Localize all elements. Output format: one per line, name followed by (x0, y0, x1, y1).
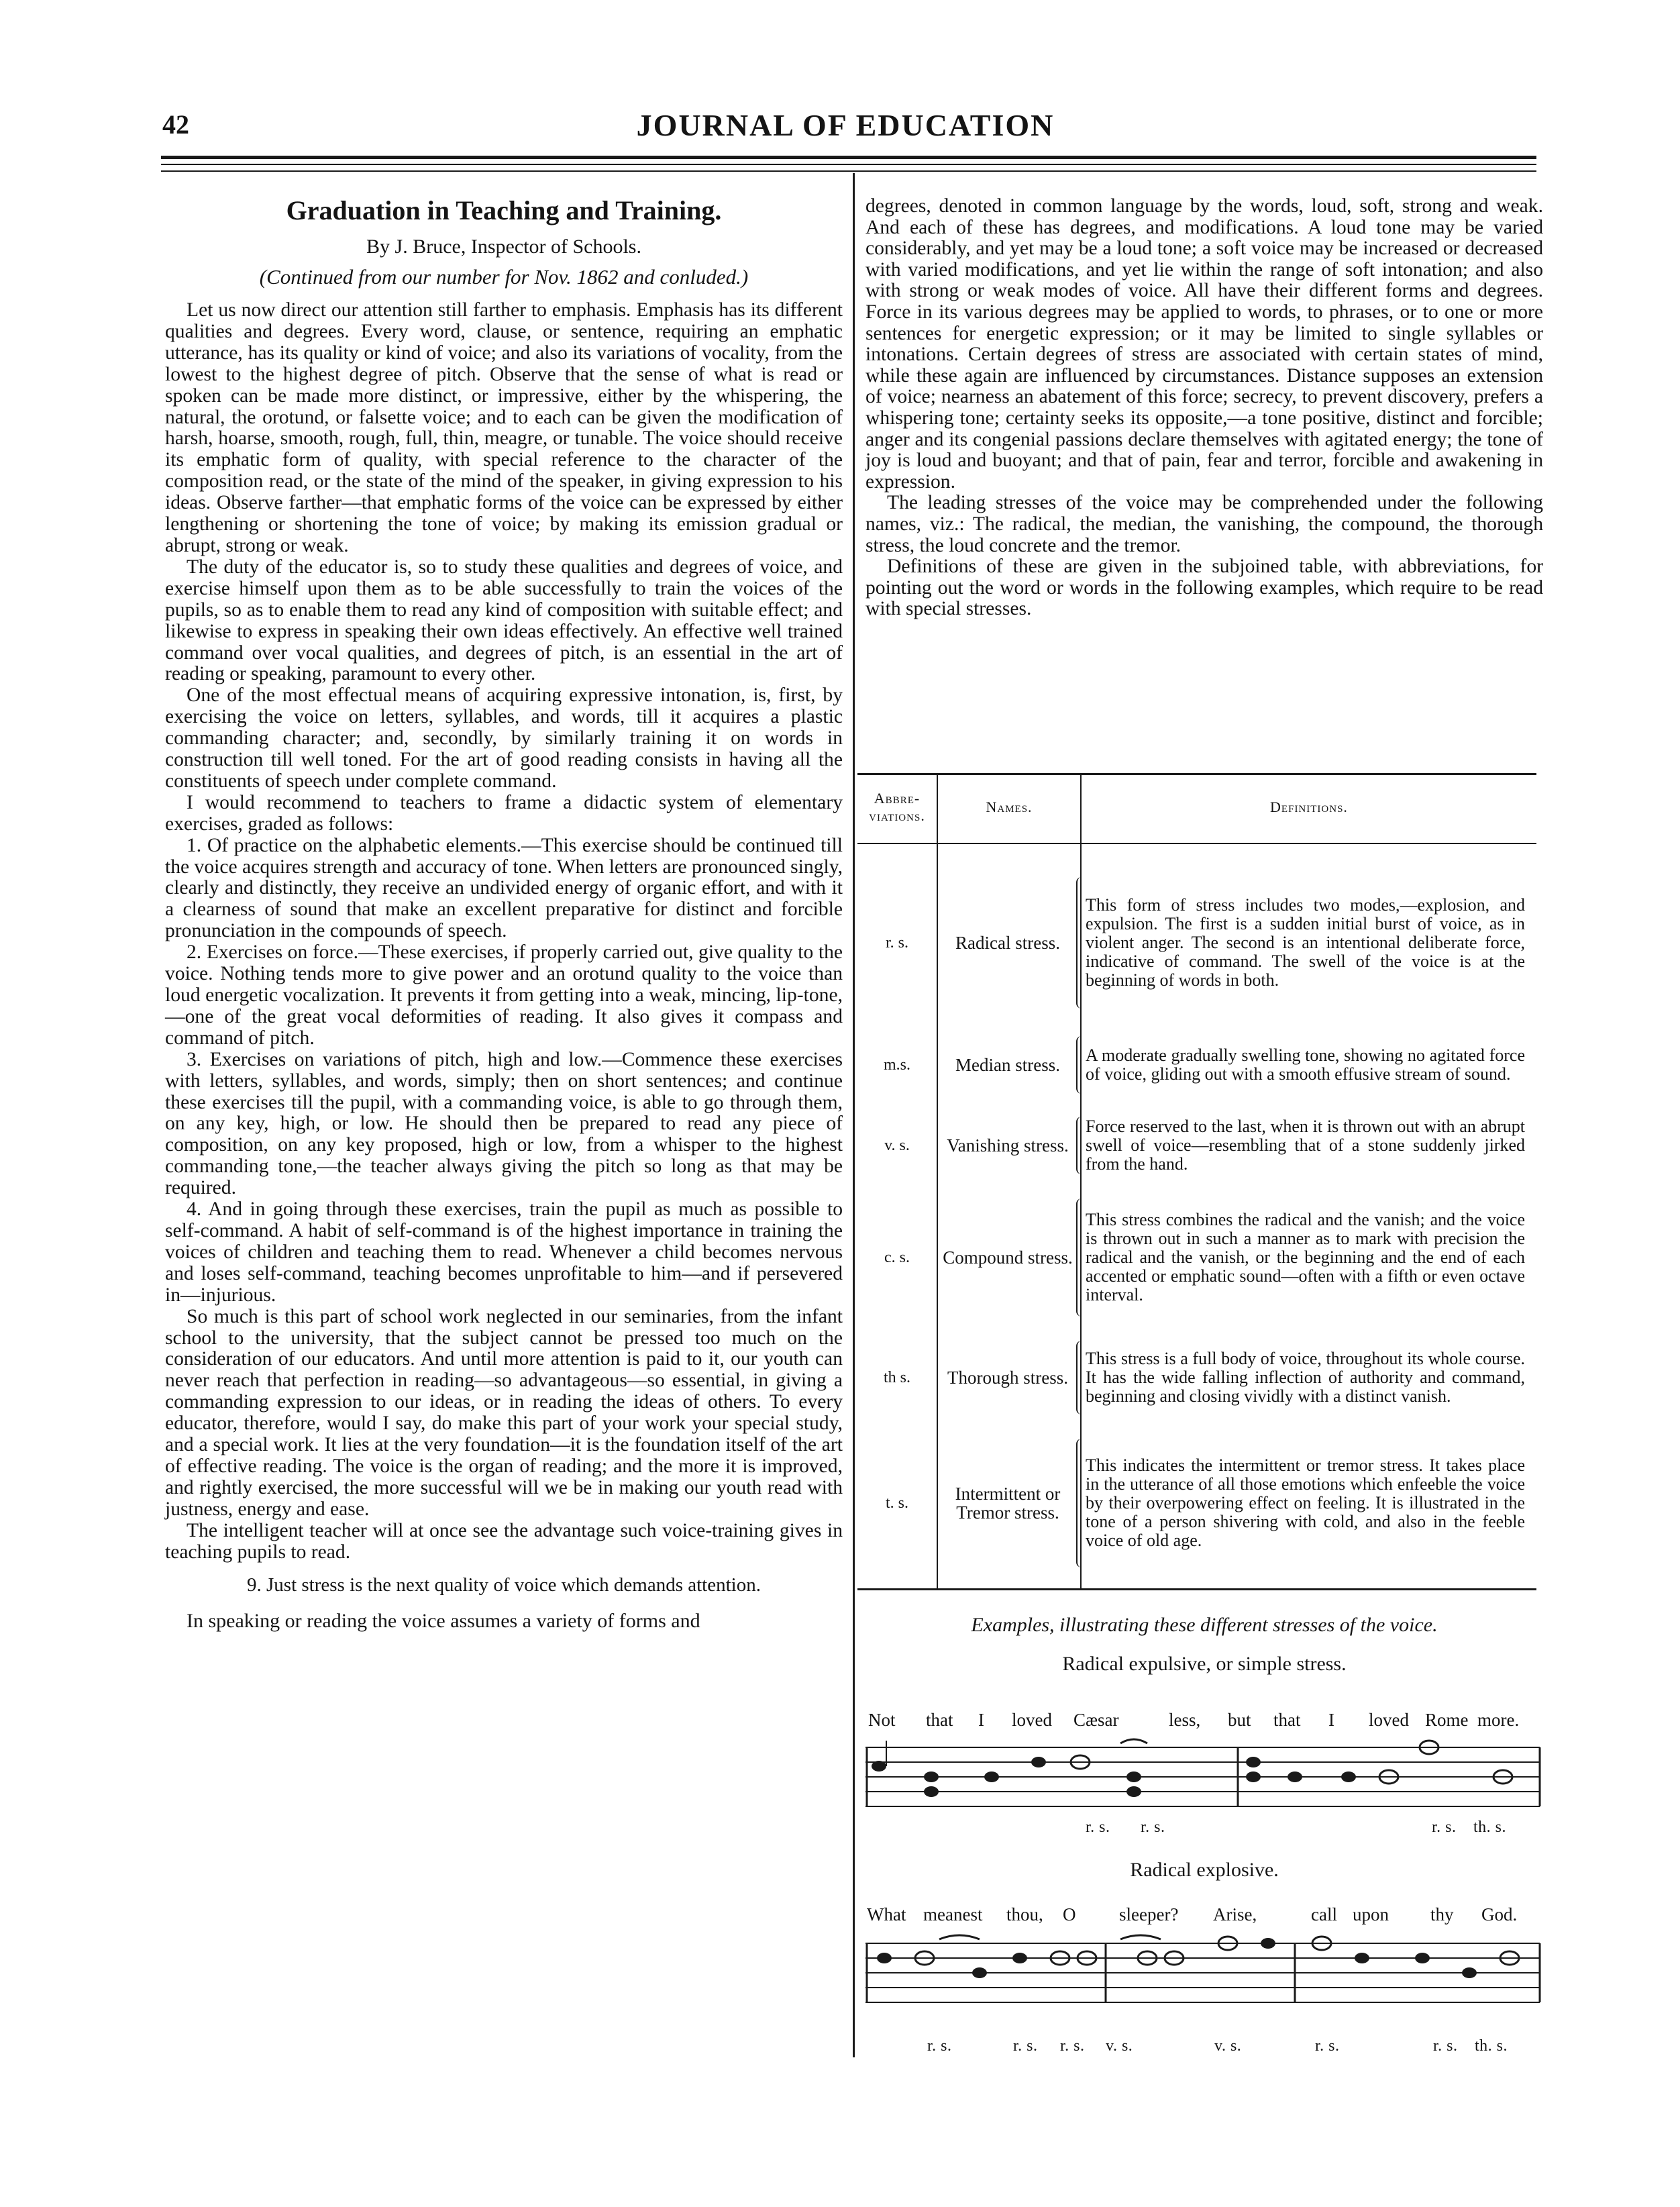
stress-mark: v. s. (1214, 2037, 1242, 2055)
paragraph: Definitions of these are given in the subjoined table, with abbreviations, for pointing out the word or words in the following examples, which require to be read with special stresses. (865, 556, 1543, 620)
table-cell-definition: This stress is a full body of voice, throughout its whole course. It has the wide falling inflection of authority and command, beginning and closing vividly with a distinct vanish. (1086, 1349, 1525, 1406)
table-cell-abbr: t. s. (885, 1494, 908, 1512)
table-cell-name: Thorough stress. (947, 1368, 1068, 1388)
table-header-names: Names. (986, 799, 1033, 815)
page-number: 42 (162, 109, 189, 140)
table-top-rule (857, 773, 1536, 775)
example-word: meanest (923, 1904, 983, 1924)
table-cell-abbr: m.s. (883, 1056, 910, 1074)
examples-title: Examples, illustrating these different stresses of the voice. (971, 1614, 1438, 1636)
example-word: sleeper? (1119, 1904, 1179, 1924)
example-word: O (1063, 1904, 1076, 1924)
brace-icon (1076, 1439, 1084, 1568)
table-cell-abbr: r. s. (885, 933, 908, 952)
table-header-rule (857, 843, 1536, 844)
brace-icon (1076, 877, 1084, 1009)
example-word: Arise, (1213, 1904, 1257, 1924)
stress-mark: v. s. (1106, 2037, 1133, 2055)
stress-mark: r. s. (1086, 1818, 1110, 1836)
table-header-definitions: Definitions. (1270, 799, 1348, 815)
brace-icon (1076, 1341, 1084, 1415)
table-cell-name: Vanishing stress. (947, 1135, 1069, 1156)
music-staff-2 (865, 1934, 1543, 2008)
header-rule-top (161, 156, 1536, 159)
brace-icon (1076, 1117, 1084, 1174)
last-line: In speaking or reading the voice assumes a variety of forms and (187, 1610, 700, 1633)
stress-table (857, 773, 1536, 1590)
header-rule-bottom (161, 170, 1536, 172)
continued-note: (Continued from our number for Nov. 1862 and conluded.) (259, 265, 749, 289)
table-cell-name: Intermittent or Tremor stress. (955, 1484, 1061, 1523)
example-2-heading: Radical explosive. (1130, 1859, 1279, 1881)
paragraph: The leading stresses of the voice may be comprehended under the following names, viz.: The radical, the median, the vanishing, the compound, the thorough stress, the loud concrete and the tremor. (865, 492, 1543, 556)
stress-mark: r. s. (1315, 2037, 1340, 2055)
table-header-abbr: Abbre-viations. (869, 790, 925, 824)
header-rule-mid (161, 164, 1536, 165)
stress-mark: r. s. (1141, 1818, 1165, 1836)
table-cell-definition: Force reserved to the last, when it is thrown out with an abrupt swell of voice—resembling that of a stone suddenly jirked from the hand. (1086, 1117, 1525, 1174)
journal-title: JOURNAL OF EDUCATION (636, 108, 1055, 142)
table-cell-abbr: v. s. (884, 1136, 910, 1154)
paragraph: 4. And in going through these exercises, train the pupil as much as possible to self-command. A habit of self-command is of the highest importance in training the voices of children and teaching them to read. Whenever a child becomes nervous and loses self-command, teaching becomes unprofitable to him—and if persevered in—injurious. (165, 1198, 843, 1306)
stress-mark: r. s. (1060, 2037, 1085, 2055)
right-column (865, 196, 1543, 620)
example-word: more. (1477, 1710, 1520, 1730)
example-word: loved (1012, 1710, 1052, 1730)
column-divider (853, 173, 855, 2057)
paragraph: degrees, denoted in common language by the words, loud, soft, strong and weak. And each of these has degrees, and modifications. A loud tone may be varied considerably, and yet may be a loud tone; a soft voice may be increased or decreased with varied modifications, and yet lie within the range of soft intonation; and also with strong or weak modes of voice. All have their different forms and degrees. Force in its various degrees may be applied to words, to phrases, or to one or more sentences for energetic expression; or it may be limited to single syllables or intonations. Certain degrees of stress are associated with certain states of mind, while these again are influenced by circumstances. Distance supposes an extension of voice; nearness an abatement of this force; secrecy, to prevent discovery, prefers a whispering tone; certainty seeks its opposite,—a tone positive, distinct and forcible; anger and its congenial passions declare themselves with agitated energy; the tone of joy is loud and buoyant; and that of pain, fear and terror, forcible and awakening in expression. (865, 195, 1543, 493)
table-cell-name: Compound stress. (943, 1247, 1073, 1268)
article-title: Graduation in Teaching and Training. (286, 195, 722, 225)
example-word: that (926, 1710, 953, 1730)
paragraph: One of the most effectual means of acquiring expressive intonation, is, first, by exercising the voice on letters, syllables, and words, till it acquires a plastic commanding character; and, secondly, by similarly training it on words in construction till well toned. For the art of good reading consists in having all the constituents of speech under complete command. (165, 684, 843, 792)
stress-mark: th. s. (1475, 2037, 1508, 2055)
example-word: upon (1353, 1904, 1389, 1924)
example-word: less, (1169, 1710, 1201, 1730)
article-byline: By J. Bruce, Inspector of Schools. (366, 236, 641, 258)
stress-mark: r. s. (1433, 2037, 1458, 2055)
example-word: that (1273, 1710, 1301, 1730)
paragraph: The duty of the educator is, so to study these qualities and degrees of voice, and exercise himself upon them as to be able successfully to train the voices of the pupils, so as to enable them to read any kind of composition with suitable effect; and likewise to express in speaking their own ideas effectively. An effective well trained command over vocal qualities, and degrees of pitch, is an essential in the art of reading or speaking, paramount to every other. (165, 556, 843, 685)
stress-mark: th. s. (1473, 1818, 1507, 1836)
example-word: but (1228, 1710, 1251, 1730)
table-col-rule (937, 773, 938, 1590)
example-word: I (1328, 1710, 1334, 1730)
paragraph: The intelligent teacher will at once see the advantage such voice-training gives in teaching pupils to read. (165, 1519, 843, 1563)
left-column (165, 195, 843, 1633)
example-1-heading: Radical expulsive, or simple stress. (1062, 1653, 1347, 1675)
table-bottom-rule (857, 1588, 1536, 1590)
example-word: Not (868, 1710, 896, 1730)
examples-section (865, 1614, 1543, 1689)
example-word: call (1311, 1904, 1337, 1924)
example-word: Cæsar (1073, 1710, 1119, 1730)
table-cell-definition: This stress combines the radical and the vanish; and the voice is thrown out in such a manner as to mark with precision the radical and the vanish, or the beginning and the end of each accented or emphatic sound—often with a fifth or even octave interval. (1086, 1210, 1525, 1304)
example-word: I (978, 1710, 984, 1730)
example-word: loved (1369, 1710, 1409, 1730)
brace-icon (1076, 1036, 1084, 1094)
paragraph: So much is this part of school work neglected in our seminaries, from the infant school to the university, that the subject cannot be pressed too much on the consideration of our educators. And until more attention is paid to it, our youth can never reach that perfection in reading—so advantageous—so essential, in giving a commanding expression to our ideas, or in reading the ideas of others. To every educator, therefore, would I say, do make this part of your work your special study, and a special work. It lies at the very foundation—it is the foundation itself of the art of effective reading. The voice is the organ of reading; and the more it is improved, and rightly exercised, the more successful will we be in making our youth read with justness, energy and ease. (165, 1305, 843, 1520)
table-cell-name: Radical stress. (955, 933, 1060, 953)
example-word: God. (1481, 1904, 1518, 1924)
stress-mark: r. s. (1013, 2037, 1038, 2055)
just-stress-paragraph: 9. Just stress is the next quality of voice which demands attention. (247, 1574, 761, 1596)
example-word: Rome (1425, 1710, 1469, 1730)
paragraph: I would recommend to teachers to frame a didactic system of elementary exercises, graded as follows: (165, 791, 843, 835)
stress-mark: r. s. (927, 2037, 952, 2055)
table-cell-abbr: c. s. (884, 1248, 910, 1266)
paragraph: Let us now direct our attention still farther to emphasis. Emphasis has its different qualities and degrees. Every word, clause, or sentence, requiring an emphatic utterance, has its quality or kind of voice; and also its variations of vocality, from the lowest to the highest degree of pitch. Observe that the sense of what is read or spoken can be made more distinct, or impressive, either by the whispering, the natural, the orotund, or falsette voice; and to each can be given the modification of harsh, hoarse, smooth, rough, full, thin, meagre, or tunable. The voice should receive its emphatic form of quality, with special reference to the character of the composition read, or the state of the mind of the speaker, in giving expression to his ideas. Observe farther—that emphatic forms of the voice can be expressed by either lengthening or shortening the tone of voice; by making its emission gradual or abrupt, strong or weak. (165, 299, 843, 556)
stress-mark: r. s. (1432, 1818, 1457, 1836)
example-word: What (867, 1904, 906, 1924)
paragraph: 3. Exercises on variations of pitch, high and low.—Commence these exercises with letters, syllables, and words, simply; then on short sentences; and continue these exercises till the pupil, with a commanding voice, is able to go through them, on any key, high, or low. He should then be prepared to read any piece of composition, on any key proposed, high or low, from a whisper to the highest commanding tone,—the teacher always giving the pitch so long as that may be required. (165, 1048, 843, 1199)
example-word: thou, (1006, 1904, 1043, 1924)
paragraph: 2. Exercises on force.—These exercises, if properly carried out, give quality to the voice. Nothing tends more to give power and an orotund quality to the voice than loud energetic vocalization. It prevents it from getting into a weak, mincing, lip-tone,—one of the great vocal deformities of reading. It also gives it compass and command of pitch. (165, 941, 843, 1049)
brace-icon (1076, 1198, 1084, 1317)
paragraph: 1. Of practice on the alphabetic elements.—This exercise should be continued till the voice acquires strength and accuracy of tone. When letters are pronounced singly, clearly and distinctly, they receive an undivided energy of organic effort, and with it a clearness of sound that make an excellent preparative for distinct and forcible pronunciation in the compounds of speech. (165, 834, 843, 942)
table-cell-definition: A moderate gradually swelling tone, showing no agitated force of voice, gliding out with a smooth effusive stream of sound. (1086, 1045, 1525, 1084)
page-header (154, 101, 1536, 148)
table-cell-name: Median stress. (955, 1055, 1060, 1075)
music-staff-1 (865, 1738, 1543, 1812)
example-word: thy (1430, 1904, 1454, 1924)
table-cell-definition: This indicates the intermittent or tremor stress. It takes place in the utterance of all those emotions which enfeeble the voice by their overpowering effect on feeling. It is illustrated in the tone of a person shivering with cold, and also in the feeble voice of old age. (1086, 1455, 1525, 1550)
table-cell-definition: This form of stress includes two modes,—explosion, and expulsion. The first is a sudden initial burst of voice, as in violent anger. The second is an intentional deliberate force, indicative of command. The swell of the voice is at the beginning of words in both. (1086, 895, 1525, 990)
table-cell-abbr: th s. (883, 1368, 910, 1386)
